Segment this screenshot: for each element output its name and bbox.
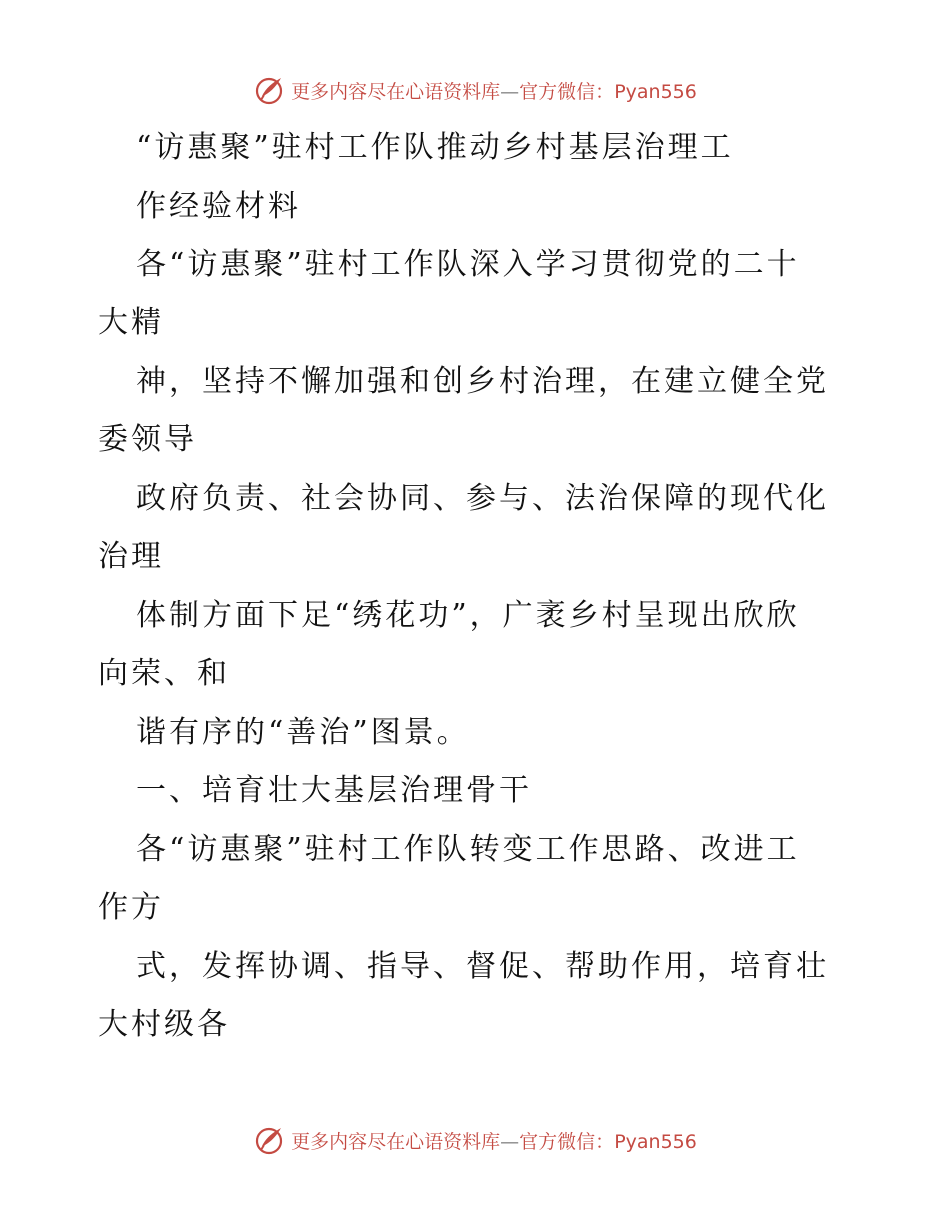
watermark-id: Pyan556 — [614, 80, 697, 103]
doc-text-line: 谐有序的“善治”图景。 — [136, 715, 470, 750]
doc-text-line: 大村级各 — [98, 1007, 230, 1042]
footer-watermark — [0, 1122, 950, 1158]
doc-text-line: 各“访惠聚”驻村工作队深入学习贯彻党的二十 — [136, 247, 800, 282]
watermark-main-text: 更多内容尽在心语资料库 — [291, 80, 501, 103]
watermark-label: 官方微信： — [519, 1130, 615, 1153]
header-watermark — [0, 72, 950, 108]
doc-text-line: 神，坚持不懈加强和创乡村治理，在建立健全党 — [136, 364, 829, 399]
doc-text-line: 大精 — [98, 305, 164, 340]
watermark-text — [291, 77, 697, 104]
watermark-separator: — — [500, 1130, 520, 1153]
watermark-label: 官方微信： — [519, 80, 615, 103]
feather-seal-icon — [253, 1124, 285, 1156]
doc-text-line: 各“访惠聚”驻村工作队转变工作思路、改进工 — [136, 832, 800, 867]
doc-title-line-1: “访惠聚”驻村工作队推动乡村基层治理工 — [136, 130, 734, 165]
watermark-id: Pyan556 — [614, 1130, 697, 1153]
doc-text-line: 式，发挥协调、指导、督促、帮助作用，培育壮 — [136, 949, 829, 984]
doc-text-line: 政府负责、社会协同、参与、法治保障的现代化 — [136, 481, 829, 516]
watermark-main-text: 更多内容尽在心语资料库 — [291, 1130, 501, 1153]
feather-seal-icon — [253, 74, 285, 106]
doc-text-line: 治理 — [98, 539, 164, 574]
doc-text-line: 委领导 — [98, 422, 197, 457]
watermark-separator: — — [500, 80, 520, 103]
doc-text-line: 向荣、和 — [98, 656, 230, 691]
doc-section-heading: 一、培育壮大基层治理骨干 — [136, 773, 532, 808]
doc-text-line: 体制方面下足“绣花功”，广袤乡村呈现出欣欣 — [136, 598, 800, 633]
watermark-text — [291, 1127, 697, 1154]
doc-text-line: 作方 — [98, 890, 164, 925]
doc-title-line-2: 作经验材料 — [136, 189, 301, 224]
